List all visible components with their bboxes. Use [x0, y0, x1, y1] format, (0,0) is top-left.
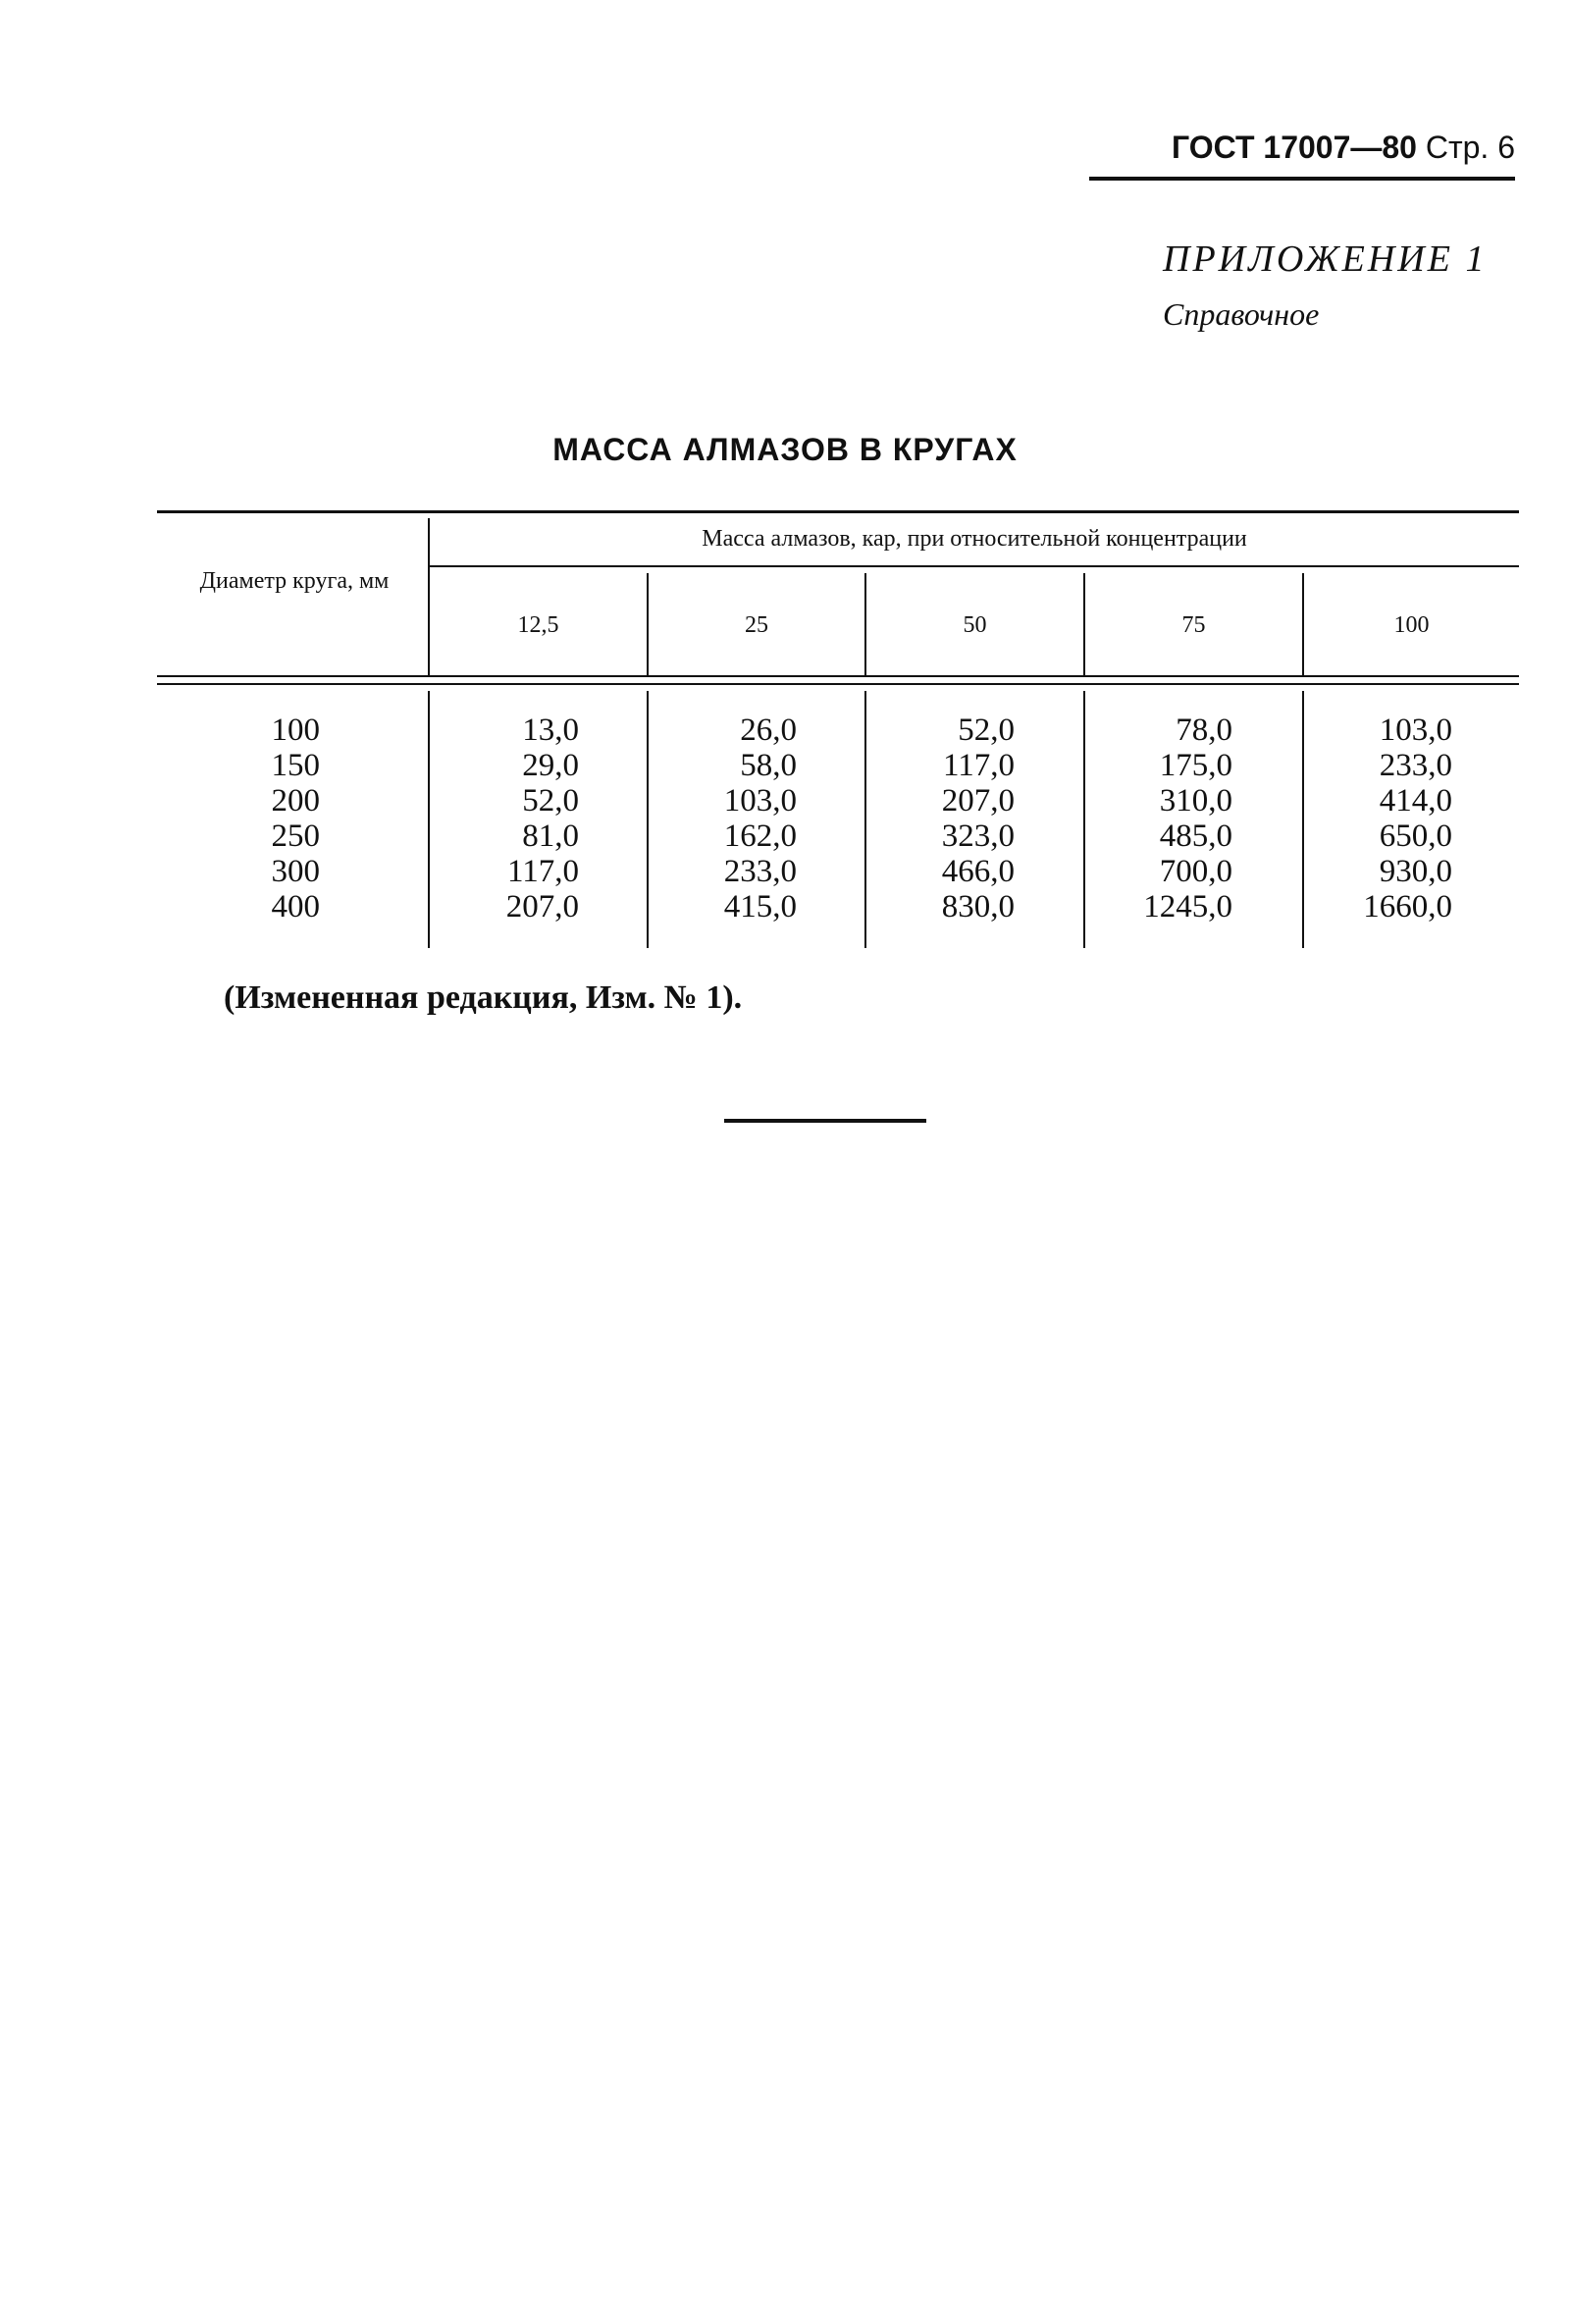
cell-value: 650,0 [1379, 819, 1452, 854]
page-number: Стр. 6 [1425, 130, 1515, 165]
col-rule-body-4 [1083, 691, 1085, 948]
cell-value: 930,0 [1379, 854, 1452, 889]
cell-value: 415,0 [723, 889, 797, 924]
cell-value: 207,0 [941, 783, 1015, 819]
col-rule-body-5 [1302, 691, 1304, 948]
header-conc-75: 75 [1181, 612, 1206, 638]
cell-value: 103,0 [723, 783, 797, 819]
table-title: МАССА АЛМАЗОВ В КРУГАХ [552, 432, 1018, 467]
cell-value: 485,0 [1159, 819, 1232, 854]
cell-value: 81,0 [522, 819, 579, 854]
column-conc-75 [1089, 713, 1232, 924]
cell-diameter: 100 [271, 713, 320, 748]
standard-code: ГОСТ 17007—80 [1172, 130, 1417, 165]
cell-value: 52,0 [522, 783, 579, 819]
header-bottom-rule-1 [157, 675, 1519, 677]
col-rule-body-2 [647, 691, 649, 948]
cell-value: 117,0 [506, 854, 579, 889]
cell-diameter: 250 [271, 819, 320, 854]
cell-value: 466,0 [941, 854, 1015, 889]
header-conc-100: 100 [1393, 612, 1430, 638]
column-conc-100 [1311, 713, 1452, 924]
appendix-subtitle: Справочное [1163, 296, 1320, 332]
cell-value: 26,0 [740, 713, 797, 748]
column-conc-12-5 [442, 713, 579, 924]
cell-value: 175,0 [1159, 748, 1232, 783]
column-conc-25 [657, 713, 797, 924]
cell-value: 323,0 [941, 819, 1015, 854]
cell-value: 13,0 [522, 713, 579, 748]
cell-value: 78,0 [1176, 713, 1232, 748]
cell-value: 233,0 [1379, 748, 1452, 783]
header-conc-12-5: 12,5 [517, 612, 559, 638]
cell-diameter: 300 [271, 854, 320, 889]
column-diameter [245, 713, 320, 924]
cell-value: 207,0 [505, 889, 579, 924]
cell-value: 830,0 [941, 889, 1015, 924]
col-rule-body-3 [864, 691, 866, 948]
cell-value: 1660,0 [1363, 889, 1452, 924]
group-header-rule [430, 565, 1519, 567]
cell-value: 58,0 [740, 748, 797, 783]
header-diameter: Диаметр круга, мм [199, 568, 390, 594]
cell-value: 310,0 [1159, 783, 1232, 819]
header-conc-50: 50 [963, 612, 987, 638]
cell-value: 29,0 [522, 748, 579, 783]
cell-value: 233,0 [723, 854, 797, 889]
diamond-mass-table [0, 0, 1570, 981]
table-top-rule [157, 510, 1519, 513]
cell-value: 117,0 [942, 748, 1015, 783]
column-conc-50 [873, 713, 1015, 924]
cell-value: 103,0 [1379, 713, 1452, 748]
appendix-title: ПРИЛОЖЕНИЕ 1 [1163, 238, 1488, 280]
end-rule [724, 1119, 926, 1123]
cell-diameter: 150 [271, 748, 320, 783]
col-rule-body-1 [428, 691, 430, 948]
header-group: Масса алмазов, кар, при относительной концентрации [702, 526, 1247, 552]
cell-value: 414,0 [1379, 783, 1452, 819]
cell-diameter: 400 [271, 889, 320, 924]
header-conc-25: 25 [745, 612, 768, 638]
cell-value: 52,0 [958, 713, 1015, 748]
cell-value: 700,0 [1159, 854, 1232, 889]
cell-diameter: 200 [271, 783, 320, 819]
cell-value: 1245,0 [1143, 889, 1232, 924]
cell-value: 162,0 [723, 819, 797, 854]
header-bottom-rule-2 [157, 683, 1519, 685]
amendment-note: (Измененная редакция, Изм. № 1). [224, 979, 743, 1016]
